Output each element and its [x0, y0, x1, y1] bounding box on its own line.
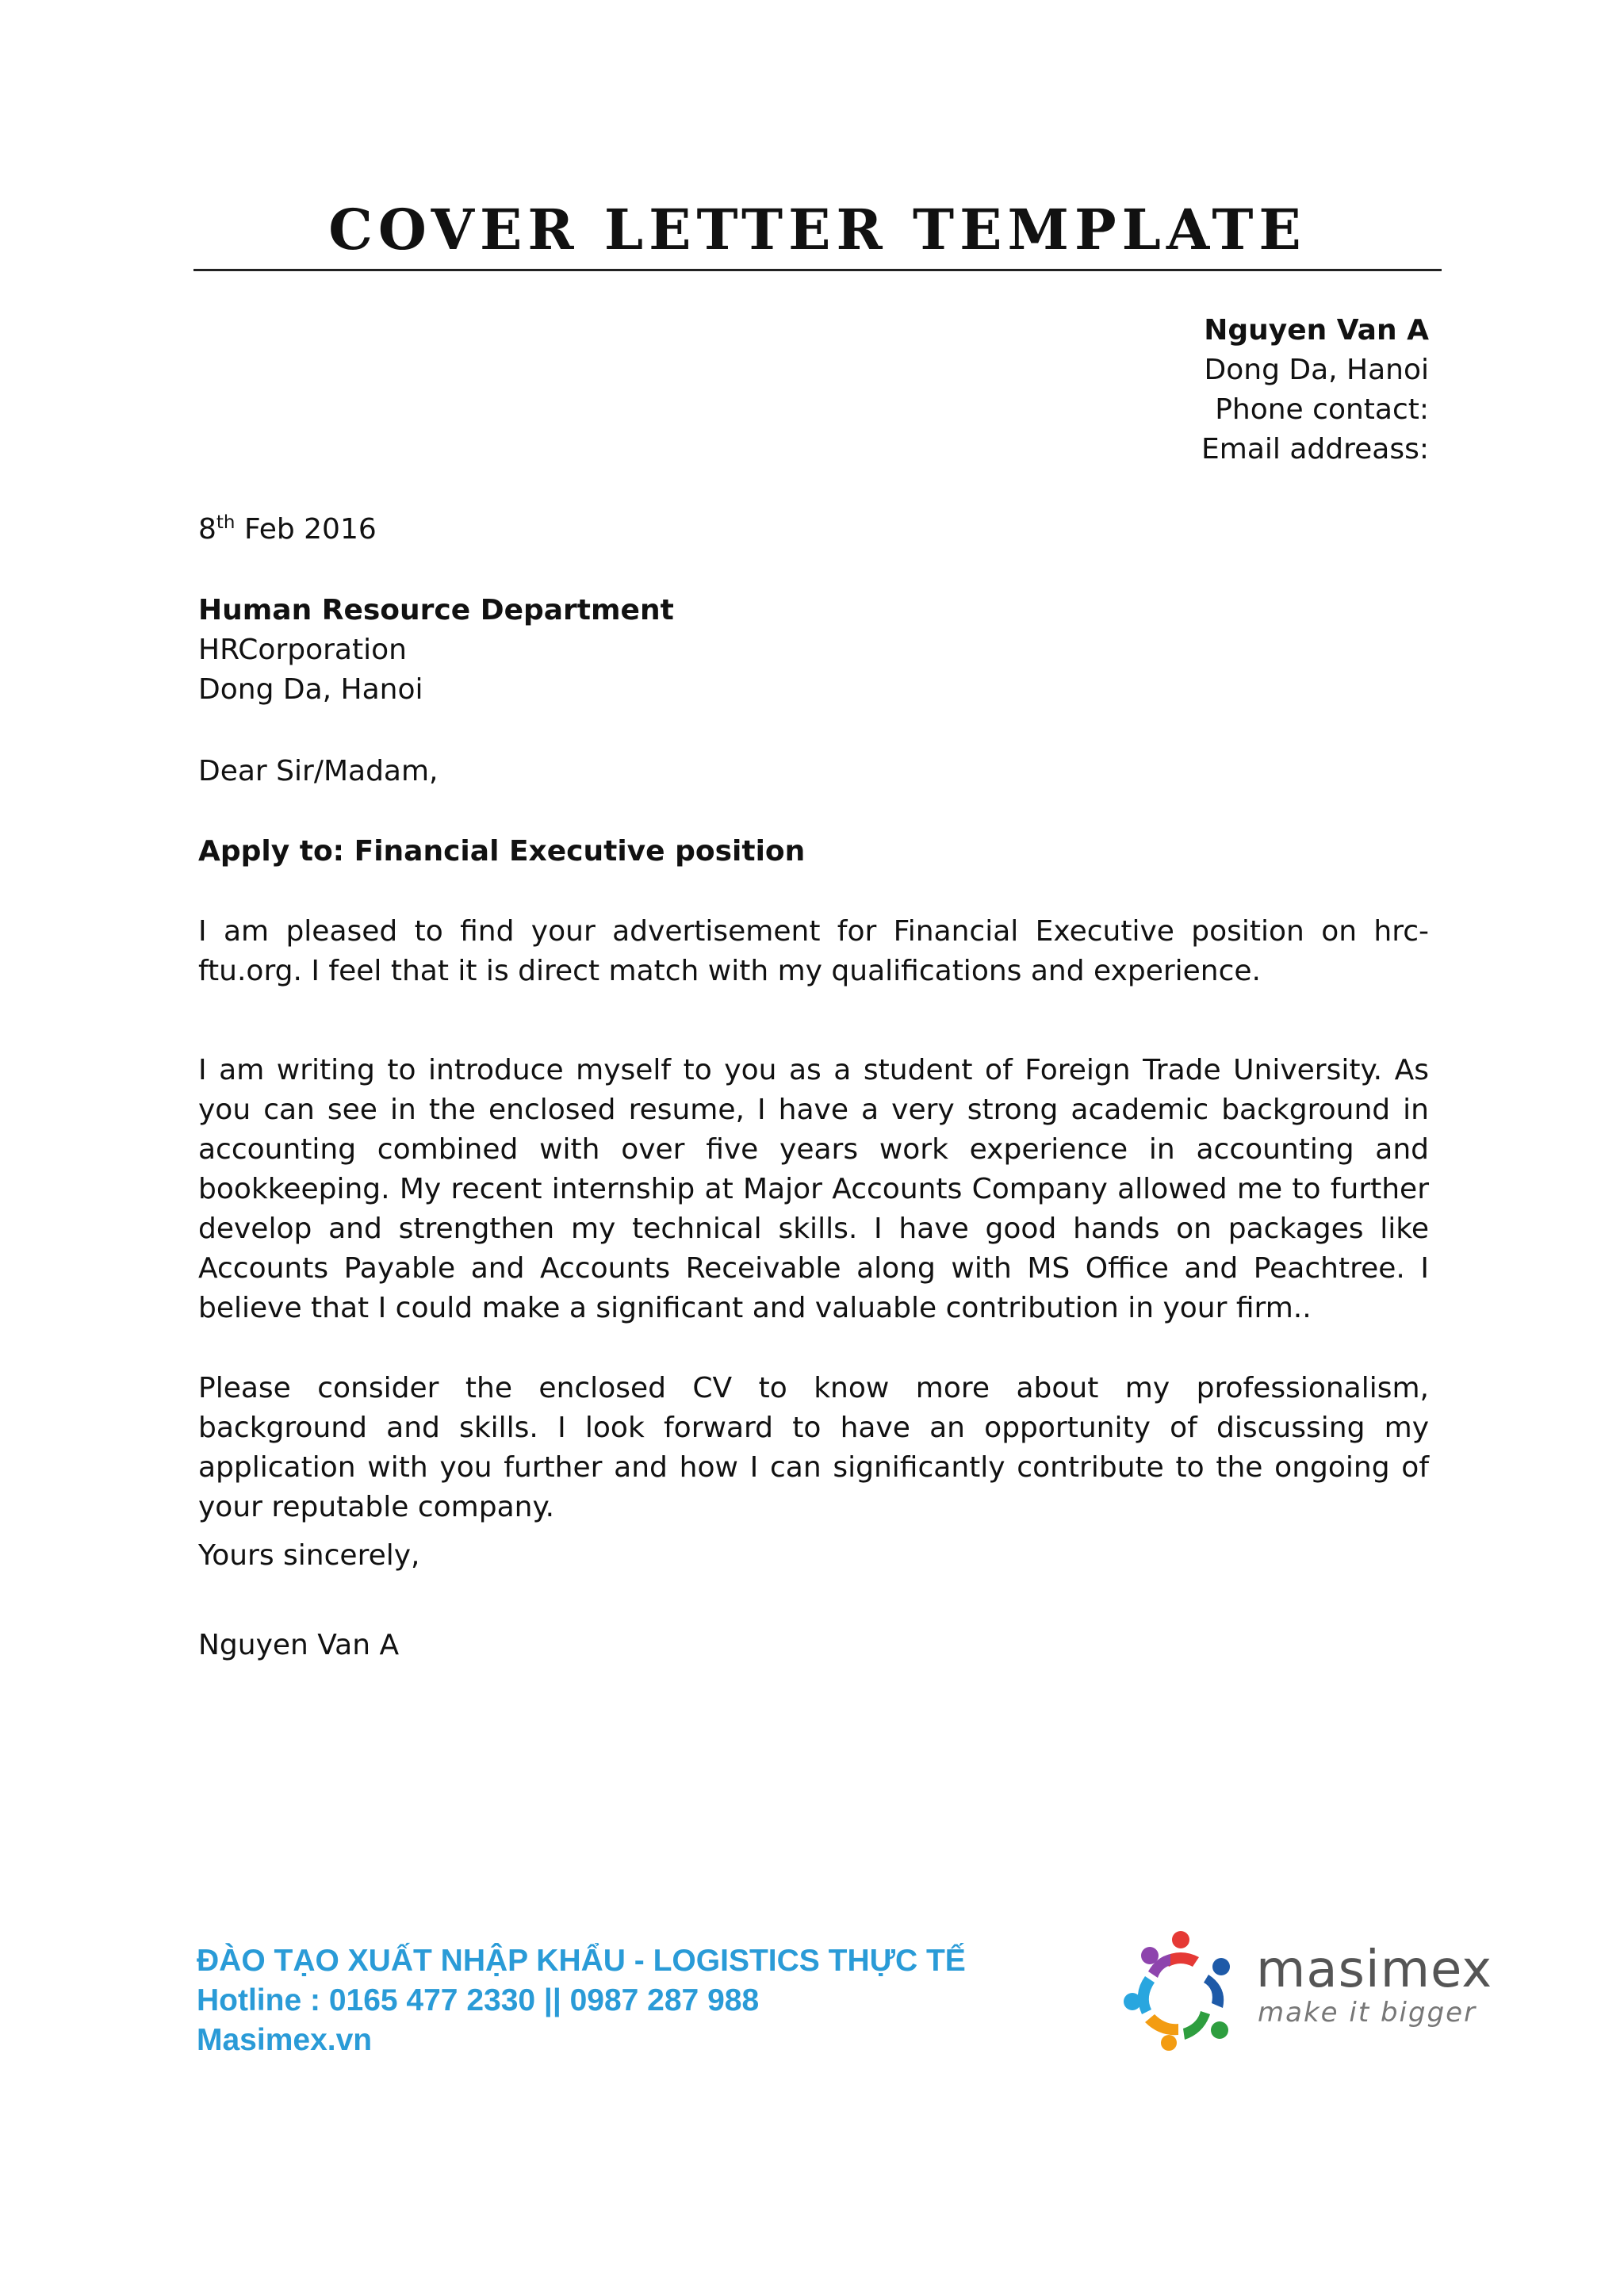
sender-email-label: Email addreass: [1201, 433, 1429, 466]
footer-website: Masimex.vn [197, 2023, 373, 2057]
signature-name: Nguyen Van A [198, 1629, 400, 1661]
document-title: COVER LETTER TEMPLATE [328, 197, 1307, 262]
masimex-logo [1121, 1925, 1493, 2052]
closing: Yours sincerely, [198, 1539, 420, 1572]
sender-phone-label: Phone contact: [1215, 393, 1429, 426]
subject-line: Apply to: Financial Executive position [198, 835, 806, 868]
date-suffix: th [216, 512, 236, 533]
footer-training-line: ĐÀO TẠO XUẤT NHẬP KHẨU - LOGISTICS THỰC TẾ [197, 1944, 966, 1978]
recipient-block [198, 591, 674, 710]
salutation: Dear Sir/Madam, [198, 755, 439, 787]
title-underline [193, 269, 1442, 271]
body-paragraph-3: Please consider the enclosed CV to know more about my professionalism, background and skills. I look forward to have an opportunity of discussing my application with you further and how I can significantly contribute to the ongoing of your reputable company. [198, 1372, 1429, 1523]
body-paragraph-2: I am writing to introduce myself to you as a student of Foreign Trade University. As you can see in the enclosed resume, I have a very strong academic background in accounting combined with over five years work experience in accounting and bookkeeping. My recent internship at Major Accounts Company allowed me to further develop and strengthen my technical skills. I have good hands on packages like Accounts Payable and Accounts Receivable along with MS Office and Peachtree. I believe that I could make a significant and valuable contribution in your firm.. [198, 1054, 1429, 1324]
letter-date [198, 510, 377, 550]
date-day: 8 [198, 513, 216, 546]
people-circle-logo-icon [1121, 1925, 1240, 2052]
recipient-company: HRCorporation [198, 634, 407, 666]
recipient-department: Human Resource Department [198, 594, 674, 626]
recipient-address: Dong Da, Hanoi [198, 673, 423, 706]
date-rest: Feb 2016 [235, 513, 377, 546]
sender-name: Nguyen Van A [1204, 314, 1429, 347]
body-paragraph-1: I am pleased to find your advertisement for Financial Executive position on hrc-ftu.org. I feel that it is direct match with my qualifications and experience. [198, 915, 1429, 987]
logo-wordmark: masimex [1256, 1941, 1493, 1999]
footer-hotline: Hotline : 0165 477 2330 || 0987 287 988 [197, 1983, 760, 2017]
sender-block [795, 311, 1429, 469]
footer-contact [197, 1941, 966, 2060]
logo-tagline: make it bigger [1258, 1997, 1477, 2029]
sender-address: Dong Da, Hanoi [1204, 354, 1429, 386]
